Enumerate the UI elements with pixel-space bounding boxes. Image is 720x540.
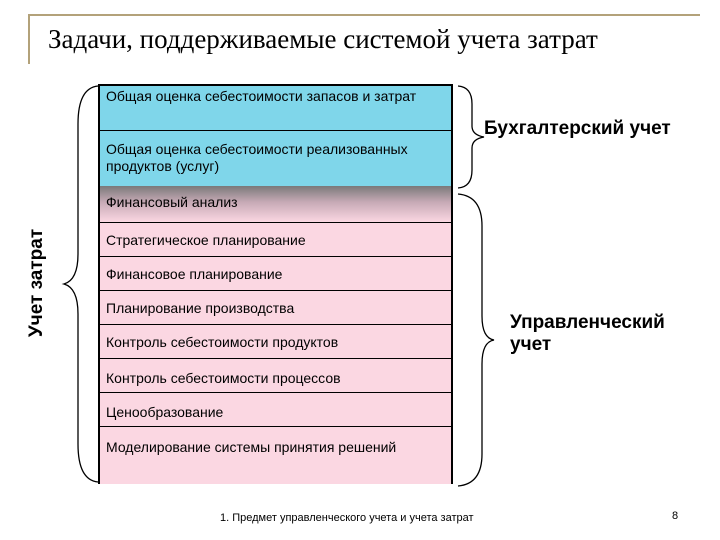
cost-accounting-label: [22, 210, 52, 356]
title-frame-vertical: [28, 14, 30, 64]
slide-title: Задачи, поддерживаемые системой учета затрат: [48, 24, 598, 54]
task-row: Финансовый анализ: [100, 186, 451, 222]
right-brace-top-icon: [456, 84, 486, 190]
accounting-group-label: Бухгалтерский учет: [484, 118, 671, 139]
task-row: Контроль себестоимости процессов: [100, 358, 451, 392]
page-number: 8: [672, 510, 679, 522]
task-row: Общая оценка себестоимости запасов и затрат: [100, 86, 451, 130]
task-row: Общая оценка себестоимости реализованных продуктов (услуг): [100, 130, 451, 186]
task-row: Моделирование системы принятия решений: [100, 426, 451, 484]
task-row: Стратегическое планирование: [100, 222, 451, 256]
task-row: Планирование производства: [100, 290, 451, 324]
task-row: Ценообразование: [100, 392, 451, 426]
left-brace-icon: [60, 84, 100, 484]
slide-footer: 1. Предмет управленческого учета и учета затрат: [220, 512, 474, 524]
tasks-stack: [98, 84, 453, 484]
title-frame-horizontal: [28, 14, 700, 16]
cost-accounting-label-text: Учет затрат: [26, 228, 47, 338]
task-row: Финансовое планирование: [100, 256, 451, 290]
right-brace-bottom-icon: [456, 192, 496, 488]
task-row: Контроль себестоимости продуктов: [100, 324, 451, 358]
management-group-label: Управленческий учет: [510, 312, 665, 355]
